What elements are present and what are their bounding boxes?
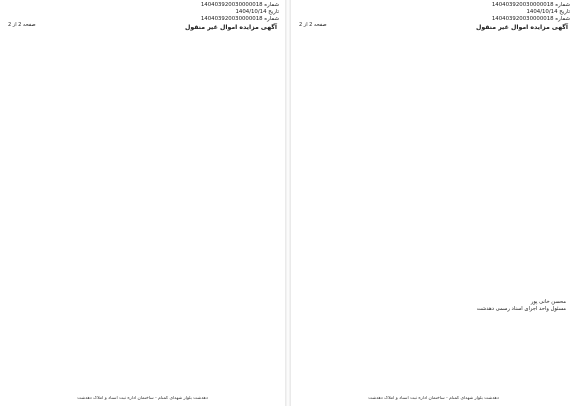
paragraph-line (8, 301, 277, 308)
paragraph-line (299, 193, 568, 200)
paragraph-line (8, 85, 277, 92)
paragraph-line (8, 382, 277, 389)
paragraph-line (8, 65, 277, 72)
paragraph-line (8, 58, 277, 65)
paragraph-line (8, 274, 277, 281)
paragraph-line (299, 261, 568, 268)
paragraph-line (8, 159, 277, 166)
page-number: صفحه 2 از 2 (299, 22, 327, 28)
paragraph-line (8, 281, 277, 288)
paragraph-line (299, 267, 568, 274)
meta-line: شماره 140403920030000018 (491, 16, 570, 22)
paragraph-line (299, 227, 568, 234)
paragraph-line (8, 362, 277, 369)
paragraph-line (8, 294, 277, 301)
signer-name: محسن خانی پور (530, 299, 566, 305)
paragraph-line (299, 65, 568, 72)
paragraph-line (299, 281, 568, 288)
paragraph-line (299, 51, 568, 58)
paragraph-line (8, 288, 277, 295)
paragraph-line (299, 254, 568, 261)
paragraph-line (8, 78, 277, 85)
paragraph-line (299, 288, 568, 295)
page-footer: دهدشت بلوار شهدای گمنام - ساختمان اداره ثبت اسناد و املاک دهدشت (368, 396, 499, 401)
paragraph-line (8, 375, 277, 382)
paragraph-line (299, 240, 568, 247)
paragraph-line (299, 45, 568, 52)
paragraph-line (299, 213, 568, 220)
paragraph-line (8, 193, 277, 200)
paragraph-line (8, 45, 277, 52)
paragraph-line (299, 166, 568, 173)
paragraph-line (8, 99, 277, 106)
paragraph-line (8, 38, 277, 45)
paragraph-line (299, 159, 568, 166)
paragraph-line (299, 186, 568, 193)
paragraph-line (8, 315, 277, 322)
paragraph-line (8, 328, 277, 335)
document-body (299, 31, 568, 308)
document-meta (159, 2, 279, 23)
paragraph-line (8, 369, 277, 376)
paragraph-line (8, 227, 277, 234)
paragraph-line (8, 342, 277, 349)
paragraph-line (8, 92, 277, 99)
paragraph-line (299, 78, 568, 85)
paragraph-line (8, 51, 277, 58)
paragraph-line (299, 234, 568, 241)
paragraph-line (299, 85, 568, 92)
paragraph-line (8, 139, 277, 146)
document-title: آگهی مزایده اموال غیر منقول (475, 24, 568, 31)
paragraph-line (8, 166, 277, 173)
paragraph-line (8, 132, 277, 139)
paragraph-line (8, 220, 277, 227)
document-page-left (0, 0, 285, 406)
paragraph-line (8, 186, 277, 193)
paragraph-line (299, 105, 568, 112)
meta-line: شماره 140403920030000018 (200, 16, 279, 22)
paragraph-line (299, 112, 568, 119)
meta-line: شماره 140403920030000018 (491, 2, 570, 8)
paragraph-line (8, 173, 277, 180)
paragraph-line (299, 119, 568, 126)
document-body (8, 31, 277, 389)
paragraph-line (8, 105, 277, 112)
signer-title: مسئول واحد اجرای اسناد رسمی دهدشت (476, 306, 566, 312)
paragraph-line (8, 355, 277, 362)
paragraph-line (299, 220, 568, 227)
paragraph-line (8, 348, 277, 355)
paragraph-line (8, 146, 277, 153)
paragraph-line (299, 207, 568, 214)
paragraph-line (8, 207, 277, 214)
paragraph-line (299, 180, 568, 187)
paragraph-line (299, 31, 568, 38)
paragraph-line (299, 58, 568, 65)
paragraph-line (299, 146, 568, 153)
meta-line: تاریخ 1404/10/14 (235, 9, 279, 15)
document-title: آگهی مزایده اموال غیر منقول (184, 24, 277, 31)
document-page-right (291, 0, 576, 406)
paragraph-line (299, 139, 568, 146)
paragraph-line (299, 38, 568, 45)
paragraph-line (8, 240, 277, 247)
paragraph-line (8, 200, 277, 207)
paragraph-line (8, 213, 277, 220)
paragraph-line (8, 119, 277, 126)
paragraph-line (8, 321, 277, 328)
document-meta (450, 2, 570, 23)
paragraph-line (8, 31, 277, 38)
meta-line: شماره 140403920030000018 (200, 2, 279, 8)
paragraph-line (299, 126, 568, 133)
meta-line: تاریخ 1404/10/14 (526, 9, 570, 15)
signature-block (406, 299, 566, 313)
paragraph-line (299, 99, 568, 106)
paragraph-line (299, 132, 568, 139)
paragraph-line (8, 180, 277, 187)
paragraph-line (8, 261, 277, 268)
paragraph-line (8, 72, 277, 79)
paragraph-line (299, 274, 568, 281)
paragraph-line (8, 153, 277, 160)
paragraph-line (8, 267, 277, 274)
paragraph-line (299, 247, 568, 254)
paragraph-line (8, 254, 277, 261)
paragraph-line (299, 173, 568, 180)
paragraph-line (8, 234, 277, 241)
paragraph-line (299, 92, 568, 99)
paragraph-line (8, 112, 277, 119)
page-number: صفحه 2 از 2 (8, 22, 36, 28)
paragraph-line (299, 72, 568, 79)
paragraph-line (299, 200, 568, 207)
paragraph-line (299, 153, 568, 160)
paragraph-line (8, 247, 277, 254)
paragraph-line (8, 126, 277, 133)
paragraph-line (8, 335, 277, 342)
paragraph-line (8, 308, 277, 315)
page-footer: دهدشت بلوار شهدای گمنام - ساختمان اداره ثبت اسناد و املاک دهدشت (77, 396, 208, 401)
